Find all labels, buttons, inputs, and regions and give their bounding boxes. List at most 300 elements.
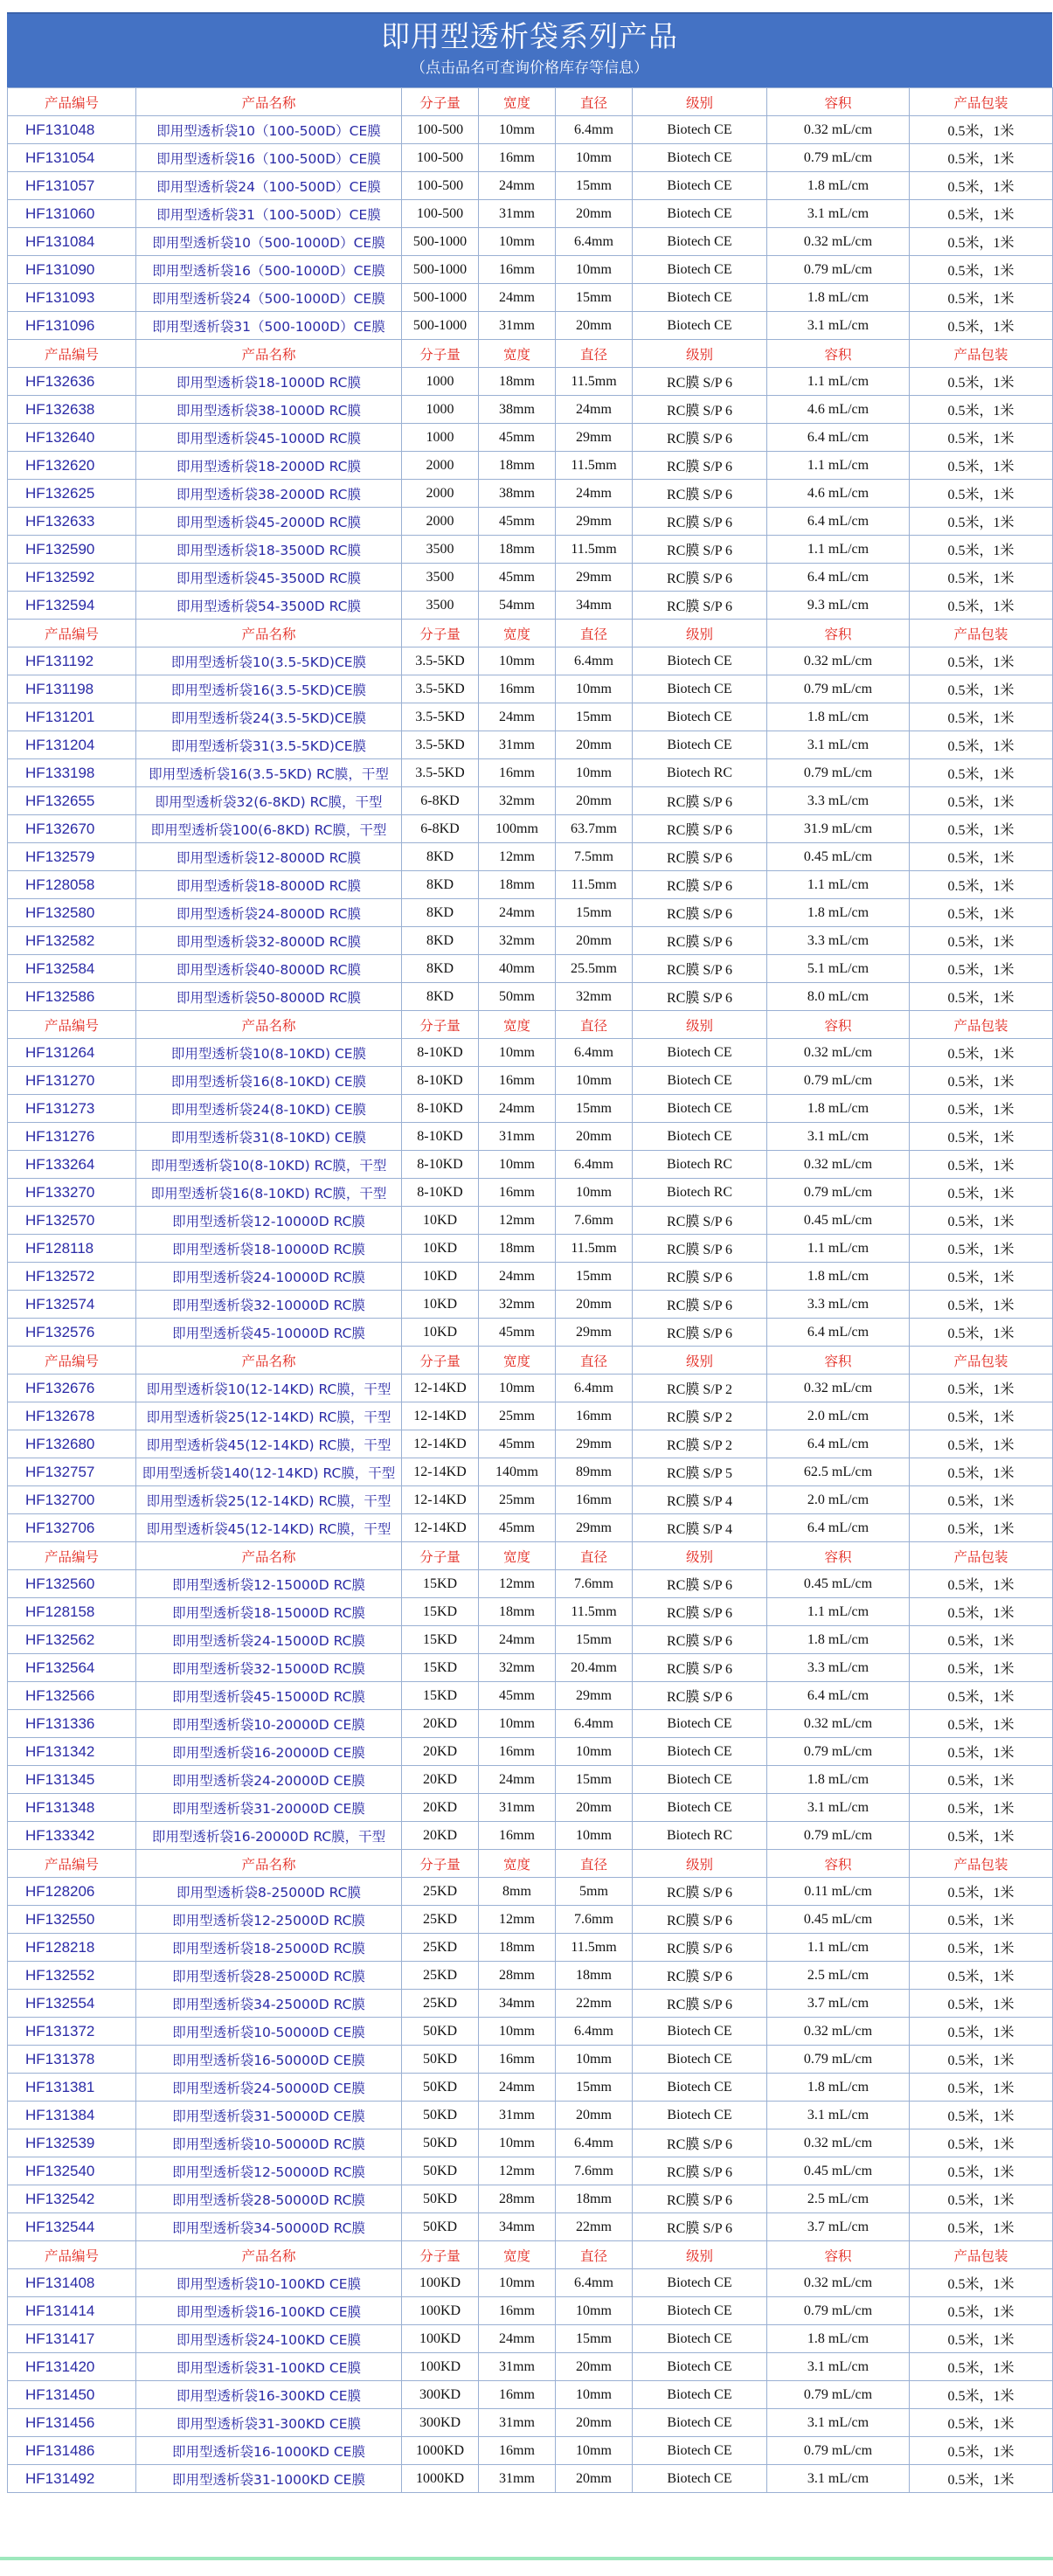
diameter-cell: 7.6mm (556, 1570, 633, 1598)
package-cell: 0.5米，1米 (910, 536, 1053, 564)
header-product-code: 产品编号 (8, 1850, 136, 1878)
product-code-cell: HF132638 (8, 396, 136, 424)
product-code-cell: HF128118 (8, 1235, 136, 1263)
table-row (8, 1263, 1053, 1291)
volume-cell: 0.45 mL/cm (767, 2157, 910, 2185)
header-package: 产品包装 (910, 1011, 1053, 1039)
table-row (8, 2157, 1053, 2185)
table-row (8, 200, 1053, 228)
width-cell: 32mm (479, 1654, 556, 1682)
product-name-link[interactable]: 即用型透析袋38-1000D RC膜 (136, 396, 402, 424)
grade-cell: RC膜 S/P 6 (633, 1598, 767, 1626)
molecular-weight-cell: 25KD (402, 1962, 479, 1990)
product-name-link[interactable]: 即用型透析袋10（500-1000D）CE膜 (136, 228, 402, 256)
diameter-cell: 15mm (556, 899, 633, 927)
diameter-cell: 15mm (556, 703, 633, 731)
width-cell: 31mm (479, 312, 556, 340)
table-header-row (8, 2241, 1053, 2269)
grade-cell: Biotech CE (633, 2437, 767, 2465)
product-name-link[interactable]: 即用型透析袋25(12-14KD) RC膜，干型 (136, 1402, 402, 1430)
table-row (8, 592, 1053, 620)
grade-cell: RC膜 S/P 6 (633, 1319, 767, 1347)
product-table (7, 87, 1053, 2493)
volume-cell: 3.3 mL/cm (767, 1291, 910, 1319)
product-name-link[interactable]: 即用型透析袋24(8-10KD) CE膜 (136, 1095, 402, 1123)
volume-cell: 1.1 mL/cm (767, 1235, 910, 1263)
grade-cell: RC膜 S/P 6 (633, 1934, 767, 1962)
grade-cell: Biotech CE (633, 2381, 767, 2409)
width-cell: 31mm (479, 2353, 556, 2381)
diameter-cell: 10mm (556, 144, 633, 172)
package-cell: 0.5米，1米 (910, 843, 1053, 871)
product-name-link[interactable]: 即用型透析袋31-50000D CE膜 (136, 2102, 402, 2129)
product-code-cell: HF131048 (8, 116, 136, 144)
table-row (8, 1682, 1053, 1710)
product-code-cell: HF132576 (8, 1319, 136, 1347)
volume-cell: 2.0 mL/cm (767, 1402, 910, 1430)
table-row (8, 1207, 1053, 1235)
header-product-name: 产品名称 (136, 1542, 402, 1570)
header-volume: 容积 (767, 620, 910, 647)
grade-cell: RC膜 S/P 6 (633, 1878, 767, 1906)
package-cell: 0.5米，1米 (910, 1794, 1053, 1822)
package-cell: 0.5米，1米 (910, 172, 1053, 200)
product-name-link[interactable]: 即用型透析袋12-50000D RC膜 (136, 2157, 402, 2185)
volume-cell: 0.32 mL/cm (767, 2129, 910, 2157)
header-product-name: 产品名称 (136, 88, 402, 116)
volume-cell: 3.1 mL/cm (767, 200, 910, 228)
header-diameter: 直径 (556, 620, 633, 647)
width-cell: 18mm (479, 1235, 556, 1263)
table-row (8, 2437, 1053, 2465)
grade-cell: RC膜 S/P 6 (633, 1207, 767, 1235)
product-name-link[interactable]: 即用型透析袋45-10000D RC膜 (136, 1319, 402, 1347)
package-cell: 0.5米，1米 (910, 396, 1053, 424)
table-row (8, 2074, 1053, 2102)
grade-cell: RC膜 S/P 6 (633, 955, 767, 983)
package-cell: 0.5米，1米 (910, 1430, 1053, 1458)
diameter-cell: 24mm (556, 396, 633, 424)
width-cell: 16mm (479, 256, 556, 284)
width-cell: 45mm (479, 508, 556, 536)
product-name-link[interactable]: 即用型透析袋16(3.5-5KD)CE膜 (136, 675, 402, 703)
table-row (8, 2185, 1053, 2213)
product-code-cell: HF132586 (8, 983, 136, 1011)
volume-cell: 1.1 mL/cm (767, 368, 910, 396)
product-name-link[interactable]: 即用型透析袋45-3500D RC膜 (136, 564, 402, 592)
header-volume: 容积 (767, 340, 910, 368)
product-name-link[interactable]: 即用型透析袋16-50000D CE膜 (136, 2046, 402, 2074)
package-cell: 0.5米，1米 (910, 256, 1053, 284)
product-name-link[interactable]: 即用型透析袋16-300KD CE膜 (136, 2381, 402, 2409)
volume-cell: 1.8 mL/cm (767, 899, 910, 927)
table-row (8, 1794, 1053, 1822)
diameter-cell: 10mm (556, 1179, 633, 1207)
product-name-link[interactable]: 即用型透析袋10-50000D CE膜 (136, 2018, 402, 2046)
diameter-cell: 20.4mm (556, 1654, 633, 1682)
width-cell: 40mm (479, 955, 556, 983)
width-cell: 31mm (479, 2409, 556, 2437)
diameter-cell: 11.5mm (556, 368, 633, 396)
product-name-link[interactable]: 即用型透析袋31（500-1000D）CE膜 (136, 312, 402, 340)
diameter-cell: 6.4mm (556, 1375, 633, 1402)
product-name-link[interactable]: 即用型透析袋24-20000D CE膜 (136, 1766, 402, 1794)
header-diameter: 直径 (556, 340, 633, 368)
header-package: 产品包装 (910, 88, 1053, 116)
header-product-code: 产品编号 (8, 340, 136, 368)
diameter-cell: 34mm (556, 592, 633, 620)
product-name-link[interactable]: 即用型透析袋18-8000D RC膜 (136, 871, 402, 899)
product-name-link[interactable]: 即用型透析袋16(8-10KD) CE膜 (136, 1067, 402, 1095)
product-name-link[interactable]: 即用型透析袋16(8-10KD) RC膜，干型 (136, 1179, 402, 1207)
product-name-link[interactable]: 即用型透析袋10(8-10KD) CE膜 (136, 1039, 402, 1067)
table-row (8, 1458, 1053, 1486)
width-cell: 16mm (479, 144, 556, 172)
product-name-link[interactable]: 即用型透析袋25(12-14KD) RC膜，干型 (136, 1486, 402, 1514)
product-name-link[interactable]: 即用型透析袋10（100-500D）CE膜 (136, 116, 402, 144)
molecular-weight-cell: 12-14KD (402, 1375, 479, 1402)
diameter-cell: 10mm (556, 2046, 633, 2074)
header-grade: 级别 (633, 1542, 767, 1570)
diameter-cell: 29mm (556, 1682, 633, 1710)
product-name-link[interactable]: 即用型透析袋12-25000D RC膜 (136, 1906, 402, 1934)
header-grade: 级别 (633, 2241, 767, 2269)
molecular-weight-cell: 20KD (402, 1738, 479, 1766)
product-code-cell: HF128206 (8, 1878, 136, 1906)
product-name-link[interactable]: 即用型透析袋32-8000D RC膜 (136, 927, 402, 955)
product-name-link[interactable]: 即用型透析袋140(12-14KD) RC膜，干型 (136, 1458, 402, 1486)
product-name-link[interactable]: 即用型透析袋31(3.5-5KD)CE膜 (136, 731, 402, 759)
product-name-link[interactable]: 即用型透析袋24-15000D RC膜 (136, 1626, 402, 1654)
package-cell: 0.5米，1米 (910, 592, 1053, 620)
volume-cell: 0.32 mL/cm (767, 228, 910, 256)
grade-cell: RC膜 S/P 6 (633, 1990, 767, 2018)
product-name-link[interactable]: 即用型透析袋10(12-14KD) RC膜，干型 (136, 1375, 402, 1402)
volume-cell: 6.4 mL/cm (767, 508, 910, 536)
width-cell: 54mm (479, 592, 556, 620)
grade-cell: RC膜 S/P 6 (633, 1291, 767, 1319)
volume-cell: 0.79 mL/cm (767, 759, 910, 787)
product-name-link[interactable]: 即用型透析袋8-25000D RC膜 (136, 1878, 402, 1906)
volume-cell: 31.9 mL/cm (767, 815, 910, 843)
table-row (8, 424, 1053, 452)
table-row (8, 1598, 1053, 1626)
grade-cell: RC膜 S/P 6 (633, 787, 767, 815)
diameter-cell: 5mm (556, 1878, 633, 1906)
product-code-cell: HF133270 (8, 1179, 136, 1207)
table-row (8, 927, 1053, 955)
width-cell: 16mm (479, 759, 556, 787)
grade-cell: Biotech CE (633, 2409, 767, 2437)
product-name-link[interactable]: 即用型透析袋45-2000D RC膜 (136, 508, 402, 536)
volume-cell: 4.6 mL/cm (767, 396, 910, 424)
molecular-weight-cell: 6-8KD (402, 815, 479, 843)
diameter-cell: 11.5mm (556, 1598, 633, 1626)
grade-cell: RC膜 S/P 4 (633, 1486, 767, 1514)
product-name-link[interactable]: 即用型透析袋100(6-8KD) RC膜，干型 (136, 815, 402, 843)
product-code-cell: HF131420 (8, 2353, 136, 2381)
width-cell: 45mm (479, 564, 556, 592)
header-volume: 容积 (767, 1011, 910, 1039)
product-name-link[interactable]: 即用型透析袋45(12-14KD) RC膜，干型 (136, 1430, 402, 1458)
package-cell: 0.5米，1米 (910, 2437, 1053, 2465)
product-name-link[interactable]: 即用型透析袋31(8-10KD) CE膜 (136, 1123, 402, 1151)
diameter-cell: 6.4mm (556, 1151, 633, 1179)
product-name-link[interactable]: 即用型透析袋24-100KD CE膜 (136, 2325, 402, 2353)
product-code-cell: HF132539 (8, 2129, 136, 2157)
product-name-link[interactable]: 即用型透析袋16（500-1000D）CE膜 (136, 256, 402, 284)
package-cell: 0.5米，1米 (910, 731, 1053, 759)
molecular-weight-cell: 50KD (402, 2102, 479, 2129)
product-code-cell: HF131201 (8, 703, 136, 731)
grade-cell: Biotech CE (633, 1710, 767, 1738)
volume-cell: 0.79 mL/cm (767, 675, 910, 703)
header-product-name: 产品名称 (136, 620, 402, 647)
diameter-cell: 22mm (556, 1990, 633, 2018)
product-code-cell: HF131054 (8, 144, 136, 172)
molecular-weight-cell: 500-1000 (402, 312, 479, 340)
diameter-cell: 11.5mm (556, 536, 633, 564)
product-name-link[interactable]: 即用型透析袋10-100KD CE膜 (136, 2269, 402, 2297)
header-molecular-weight: 分子量 (402, 88, 479, 116)
molecular-weight-cell: 3500 (402, 592, 479, 620)
package-cell: 0.5米，1米 (910, 1486, 1053, 1514)
molecular-weight-cell: 12-14KD (402, 1458, 479, 1486)
product-name-link[interactable]: 即用型透析袋18-2000D RC膜 (136, 452, 402, 480)
width-cell: 45mm (479, 1682, 556, 1710)
product-name-link[interactable]: 即用型透析袋16-20000D CE膜 (136, 1738, 402, 1766)
table-row (8, 647, 1053, 675)
product-name-link[interactable]: 即用型透析袋31-300KD CE膜 (136, 2409, 402, 2437)
molecular-weight-cell: 3.5-5KD (402, 759, 479, 787)
header-width: 宽度 (479, 88, 556, 116)
molecular-weight-cell: 25KD (402, 1878, 479, 1906)
product-name-link[interactable]: 即用型透析袋34-50000D RC膜 (136, 2213, 402, 2241)
product-name-link[interactable]: 即用型透析袋18-10000D RC膜 (136, 1235, 402, 1263)
diameter-cell: 6.4mm (556, 2018, 633, 2046)
product-name-link[interactable]: 即用型透析袋10-50000D RC膜 (136, 2129, 402, 2157)
product-name-link[interactable]: 即用型透析袋50-8000D RC膜 (136, 983, 402, 1011)
volume-cell: 2.0 mL/cm (767, 1486, 910, 1514)
diameter-cell: 10mm (556, 1738, 633, 1766)
product-name-link[interactable]: 即用型透析袋24（500-1000D）CE膜 (136, 284, 402, 312)
volume-cell: 0.32 mL/cm (767, 116, 910, 144)
grade-cell: RC膜 S/P 6 (633, 536, 767, 564)
volume-cell: 3.1 mL/cm (767, 2465, 910, 2493)
grade-cell: RC膜 S/P 6 (633, 480, 767, 508)
product-code-cell: HF131198 (8, 675, 136, 703)
product-name-link[interactable]: 即用型透析袋16-1000KD CE膜 (136, 2437, 402, 2465)
volume-cell: 0.32 mL/cm (767, 1710, 910, 1738)
header-volume: 容积 (767, 1850, 910, 1878)
grade-cell: RC膜 S/P 6 (633, 564, 767, 592)
volume-cell: 3.7 mL/cm (767, 1990, 910, 2018)
diameter-cell: 22mm (556, 2213, 633, 2241)
molecular-weight-cell: 50KD (402, 2046, 479, 2074)
volume-cell: 3.1 mL/cm (767, 2409, 910, 2437)
table-row (8, 368, 1053, 396)
header-molecular-weight: 分子量 (402, 1850, 479, 1878)
table-row (8, 1067, 1053, 1095)
grade-cell: Biotech CE (633, 256, 767, 284)
grade-cell: RC膜 S/P 2 (633, 1375, 767, 1402)
product-name-link[interactable]: 即用型透析袋32(6-8KD) RC膜，干型 (136, 787, 402, 815)
table-row (8, 759, 1053, 787)
width-cell: 16mm (479, 1179, 556, 1207)
product-name-link[interactable]: 即用型透析袋12-10000D RC膜 (136, 1207, 402, 1235)
package-cell: 0.5米，1米 (910, 1207, 1053, 1235)
grade-cell: RC膜 S/P 6 (633, 1626, 767, 1654)
width-cell: 50mm (479, 983, 556, 1011)
product-code-cell: HF132625 (8, 480, 136, 508)
product-name-link[interactable]: 即用型透析袋28-50000D RC膜 (136, 2185, 402, 2213)
volume-cell: 0.32 mL/cm (767, 1375, 910, 1402)
diameter-cell: 7.6mm (556, 2157, 633, 2185)
product-name-link[interactable]: 即用型透析袋45-1000D RC膜 (136, 424, 402, 452)
product-name-link[interactable]: 即用型透析袋24（100-500D）CE膜 (136, 172, 402, 200)
volume-cell: 0.32 mL/cm (767, 1039, 910, 1067)
grade-cell: RC膜 S/P 4 (633, 1514, 767, 1542)
molecular-weight-cell: 15KD (402, 1682, 479, 1710)
product-code-cell: HF131414 (8, 2297, 136, 2325)
grade-cell: RC膜 S/P 6 (633, 368, 767, 396)
product-name-link[interactable]: 即用型透析袋32-15000D RC膜 (136, 1654, 402, 1682)
molecular-weight-cell: 3500 (402, 536, 479, 564)
table-row (8, 564, 1053, 592)
grade-cell: RC膜 S/P 6 (633, 2129, 767, 2157)
product-name-link[interactable]: 即用型透析袋45(12-14KD) RC膜，干型 (136, 1514, 402, 1542)
product-name-link[interactable]: 即用型透析袋18-25000D RC膜 (136, 1934, 402, 1962)
diameter-cell: 20mm (556, 1291, 633, 1319)
molecular-weight-cell: 25KD (402, 1906, 479, 1934)
product-name-link[interactable]: 即用型透析袋28-25000D RC膜 (136, 1962, 402, 1990)
product-code-cell: HF132592 (8, 564, 136, 592)
grade-cell: Biotech RC (633, 759, 767, 787)
product-name-link[interactable]: 即用型透析袋16(3.5-5KD) RC膜，干型 (136, 759, 402, 787)
product-name-link[interactable]: 即用型透析袋54-3500D RC膜 (136, 592, 402, 620)
package-cell: 0.5米，1米 (910, 2465, 1053, 2493)
product-name-link[interactable]: 即用型透析袋31-1000KD CE膜 (136, 2465, 402, 2493)
product-name-link[interactable]: 即用型透析袋40-8000D RC膜 (136, 955, 402, 983)
volume-cell: 1.8 mL/cm (767, 1263, 910, 1291)
diameter-cell: 10mm (556, 675, 633, 703)
product-name-link[interactable]: 即用型透析袋16（100-500D）CE膜 (136, 144, 402, 172)
product-code-cell: HF132572 (8, 1263, 136, 1291)
product-name-link[interactable]: 即用型透析袋12-8000D RC膜 (136, 843, 402, 871)
package-cell: 0.5米，1米 (910, 1263, 1053, 1291)
product-name-link[interactable]: 即用型透析袋18-15000D RC膜 (136, 1598, 402, 1626)
product-name-link[interactable]: 即用型透析袋24(3.5-5KD)CE膜 (136, 703, 402, 731)
product-code-cell: HF132700 (8, 1486, 136, 1514)
table-row (8, 2018, 1053, 2046)
volume-cell: 6.4 mL/cm (767, 1514, 910, 1542)
product-name-link[interactable]: 即用型透析袋31-20000D CE膜 (136, 1794, 402, 1822)
molecular-weight-cell: 15KD (402, 1626, 479, 1654)
volume-cell: 0.32 mL/cm (767, 1151, 910, 1179)
grade-cell: RC膜 S/P 6 (633, 1962, 767, 1990)
package-cell: 0.5米，1米 (910, 1570, 1053, 1598)
product-name-link[interactable]: 即用型透析袋10(3.5-5KD)CE膜 (136, 647, 402, 675)
header-volume: 容积 (767, 88, 910, 116)
molecular-weight-cell: 50KD (402, 2157, 479, 2185)
grade-cell: Biotech CE (633, 731, 767, 759)
header-product-name: 产品名称 (136, 1011, 402, 1039)
product-name-link[interactable]: 即用型透析袋12-15000D RC膜 (136, 1570, 402, 1598)
diameter-cell: 15mm (556, 172, 633, 200)
table-header-row (8, 1347, 1053, 1375)
product-code-cell: HF131342 (8, 1738, 136, 1766)
product-name-link[interactable]: 即用型透析袋45-15000D RC膜 (136, 1682, 402, 1710)
table-row (8, 1710, 1053, 1738)
product-code-cell: HF132562 (8, 1626, 136, 1654)
grade-cell: RC膜 S/P 6 (633, 396, 767, 424)
table-row (8, 2213, 1053, 2241)
grade-cell: RC膜 S/P 6 (633, 899, 767, 927)
diameter-cell: 20mm (556, 927, 633, 955)
molecular-weight-cell: 500-1000 (402, 228, 479, 256)
volume-cell: 3.3 mL/cm (767, 1654, 910, 1682)
molecular-weight-cell: 2000 (402, 480, 479, 508)
product-code-cell: HF131057 (8, 172, 136, 200)
product-name-link[interactable]: 即用型透析袋10(8-10KD) RC膜，干型 (136, 1151, 402, 1179)
product-name-link[interactable]: 即用型透析袋32-10000D RC膜 (136, 1291, 402, 1319)
table-row (8, 983, 1053, 1011)
volume-cell: 3.3 mL/cm (767, 927, 910, 955)
product-name-link[interactable]: 即用型透析袋16-20000D RC膜，干型 (136, 1822, 402, 1850)
width-cell: 24mm (479, 703, 556, 731)
product-name-link[interactable]: 即用型透析袋24-10000D RC膜 (136, 1263, 402, 1291)
product-list-page (7, 12, 1052, 2493)
table-row (8, 1738, 1053, 1766)
product-name-link[interactable]: 即用型透析袋31（100-500D）CE膜 (136, 200, 402, 228)
product-name-link[interactable]: 即用型透析袋16-100KD CE膜 (136, 2297, 402, 2325)
product-code-cell: HF133342 (8, 1822, 136, 1850)
width-cell: 18mm (479, 368, 556, 396)
table-row (8, 1962, 1053, 1990)
product-name-link[interactable]: 即用型透析袋24-50000D CE膜 (136, 2074, 402, 2102)
product-name-link[interactable]: 即用型透析袋18-1000D RC膜 (136, 368, 402, 396)
product-name-link[interactable]: 即用型透析袋10-20000D CE膜 (136, 1710, 402, 1738)
product-name-link[interactable]: 即用型透析袋31-100KD CE膜 (136, 2353, 402, 2381)
product-name-link[interactable]: 即用型透析袋38-2000D RC膜 (136, 480, 402, 508)
package-cell: 0.5米，1米 (910, 1934, 1053, 1962)
product-code-cell: HF131492 (8, 2465, 136, 2493)
volume-cell: 1.8 mL/cm (767, 1095, 910, 1123)
diameter-cell: 11.5mm (556, 1235, 633, 1263)
diameter-cell: 11.5mm (556, 1934, 633, 1962)
molecular-weight-cell: 500-1000 (402, 284, 479, 312)
product-code-cell: HF132579 (8, 843, 136, 871)
width-cell: 45mm (479, 1319, 556, 1347)
grade-cell: Biotech CE (633, 2074, 767, 2102)
package-cell: 0.5米，1米 (910, 1039, 1053, 1067)
molecular-weight-cell: 6-8KD (402, 787, 479, 815)
width-cell: 25mm (479, 1486, 556, 1514)
product-name-link[interactable]: 即用型透析袋34-25000D RC膜 (136, 1990, 402, 2018)
product-name-link[interactable]: 即用型透析袋24-8000D RC膜 (136, 899, 402, 927)
molecular-weight-cell: 1000KD (402, 2465, 479, 2493)
diameter-cell: 20mm (556, 2465, 633, 2493)
volume-cell: 1.1 mL/cm (767, 1598, 910, 1626)
diameter-cell: 6.4mm (556, 1039, 633, 1067)
header-product-name: 产品名称 (136, 1347, 402, 1375)
diameter-cell: 6.4mm (556, 228, 633, 256)
product-code-cell: HF131345 (8, 1766, 136, 1794)
grade-cell: RC膜 S/P 6 (633, 508, 767, 536)
product-name-link[interactable]: 即用型透析袋18-3500D RC膜 (136, 536, 402, 564)
molecular-weight-cell: 20KD (402, 1766, 479, 1794)
molecular-weight-cell: 100KD (402, 2269, 479, 2297)
